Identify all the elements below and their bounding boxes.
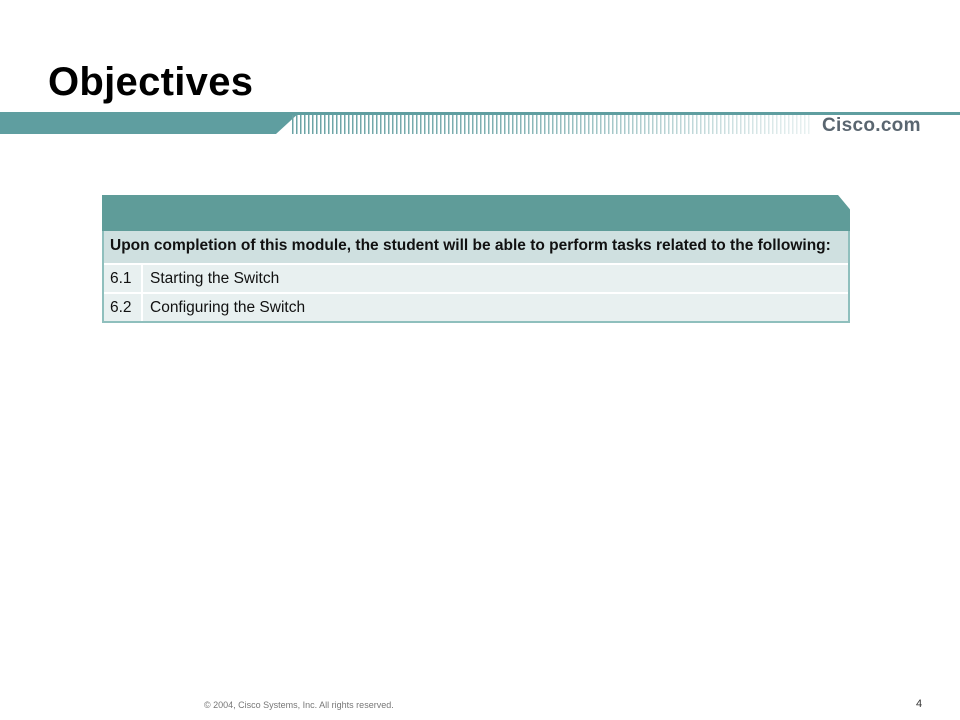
- objectives-table-body: [102, 231, 850, 323]
- cisco-logo-text: Cisco.com: [822, 115, 921, 136]
- objectives-intro: Upon completion of this module, the student will be able to perform tasks related to the following:: [104, 231, 848, 265]
- page-number: 4: [916, 698, 923, 710]
- copyright-footer: © 2004, Cisco Systems, Inc. All rights reserved.: [204, 700, 394, 710]
- objectives-table-header: [102, 195, 850, 231]
- objective-row: [104, 265, 848, 294]
- slide-title: Objectives: [48, 60, 254, 104]
- objectives-table: [102, 195, 850, 323]
- objective-row: [104, 294, 848, 321]
- header-band-solid: [0, 112, 300, 134]
- objective-text: Starting the Switch: [150, 270, 280, 287]
- objective-number: 6.1: [104, 265, 143, 292]
- objective-text: Configuring the Switch: [150, 299, 306, 316]
- header-band-stripes: [292, 115, 812, 134]
- header-band: [0, 112, 960, 134]
- objective-number: 6.2: [104, 294, 143, 321]
